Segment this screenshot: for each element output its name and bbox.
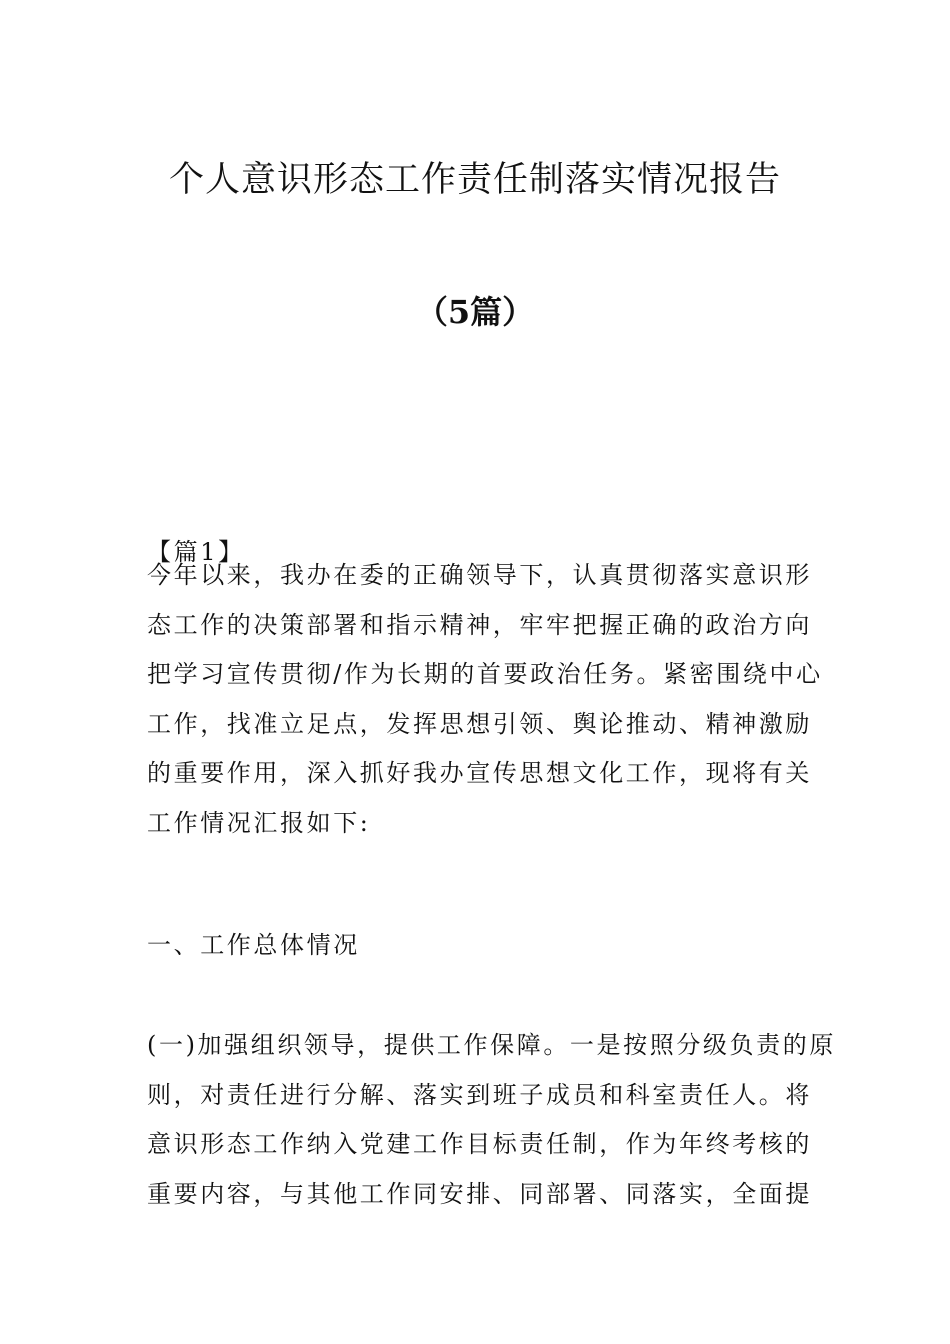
- paragraph-line: 今年以来，我办在委的正确领导下，认真贯彻落实意识形: [147, 561, 812, 589]
- paragraph-line: 工作，找准立足点，发挥思想引领、舆论推动、精神激励: [147, 709, 812, 738]
- section-heading: 一、工作总体情况: [147, 931, 360, 959]
- paragraph-line: 重要内容，与其他工作同安排、同部署、同落实，全面提: [147, 1179, 812, 1208]
- paragraph-line: 工作情况汇报如下:: [147, 808, 371, 837]
- paragraph-1: [147, 551, 823, 848]
- document-title: 个人意识形态工作责任制落实情况报告: [168, 160, 781, 200]
- paragraph-line: (一)加强组织领导，提供工作保障。一是按照分级负责的原: [147, 1031, 836, 1059]
- section-label: 【篇1】: [147, 538, 245, 566]
- paragraph-line: 把学习宣传贯彻/作为长期的首要政治任务。紧密围绕中心: [147, 660, 823, 688]
- paragraph-line: 则，对责任进行分解、落实到班子成员和科室责任人。将: [147, 1080, 812, 1109]
- paragraph-line: 的重要作用，深入抓好我办宣传思想文化工作，现将有关: [147, 759, 812, 787]
- paragraph-line: 态工作的决策部署和指示精神，牢牢把握正确的政治方向: [147, 610, 812, 639]
- document-subtitle: （5篇）: [415, 293, 535, 331]
- paragraph-2: [147, 1021, 836, 1219]
- paragraph-line: 意识形态工作纳入党建工作目标责任制，作为年终考核的: [147, 1130, 812, 1158]
